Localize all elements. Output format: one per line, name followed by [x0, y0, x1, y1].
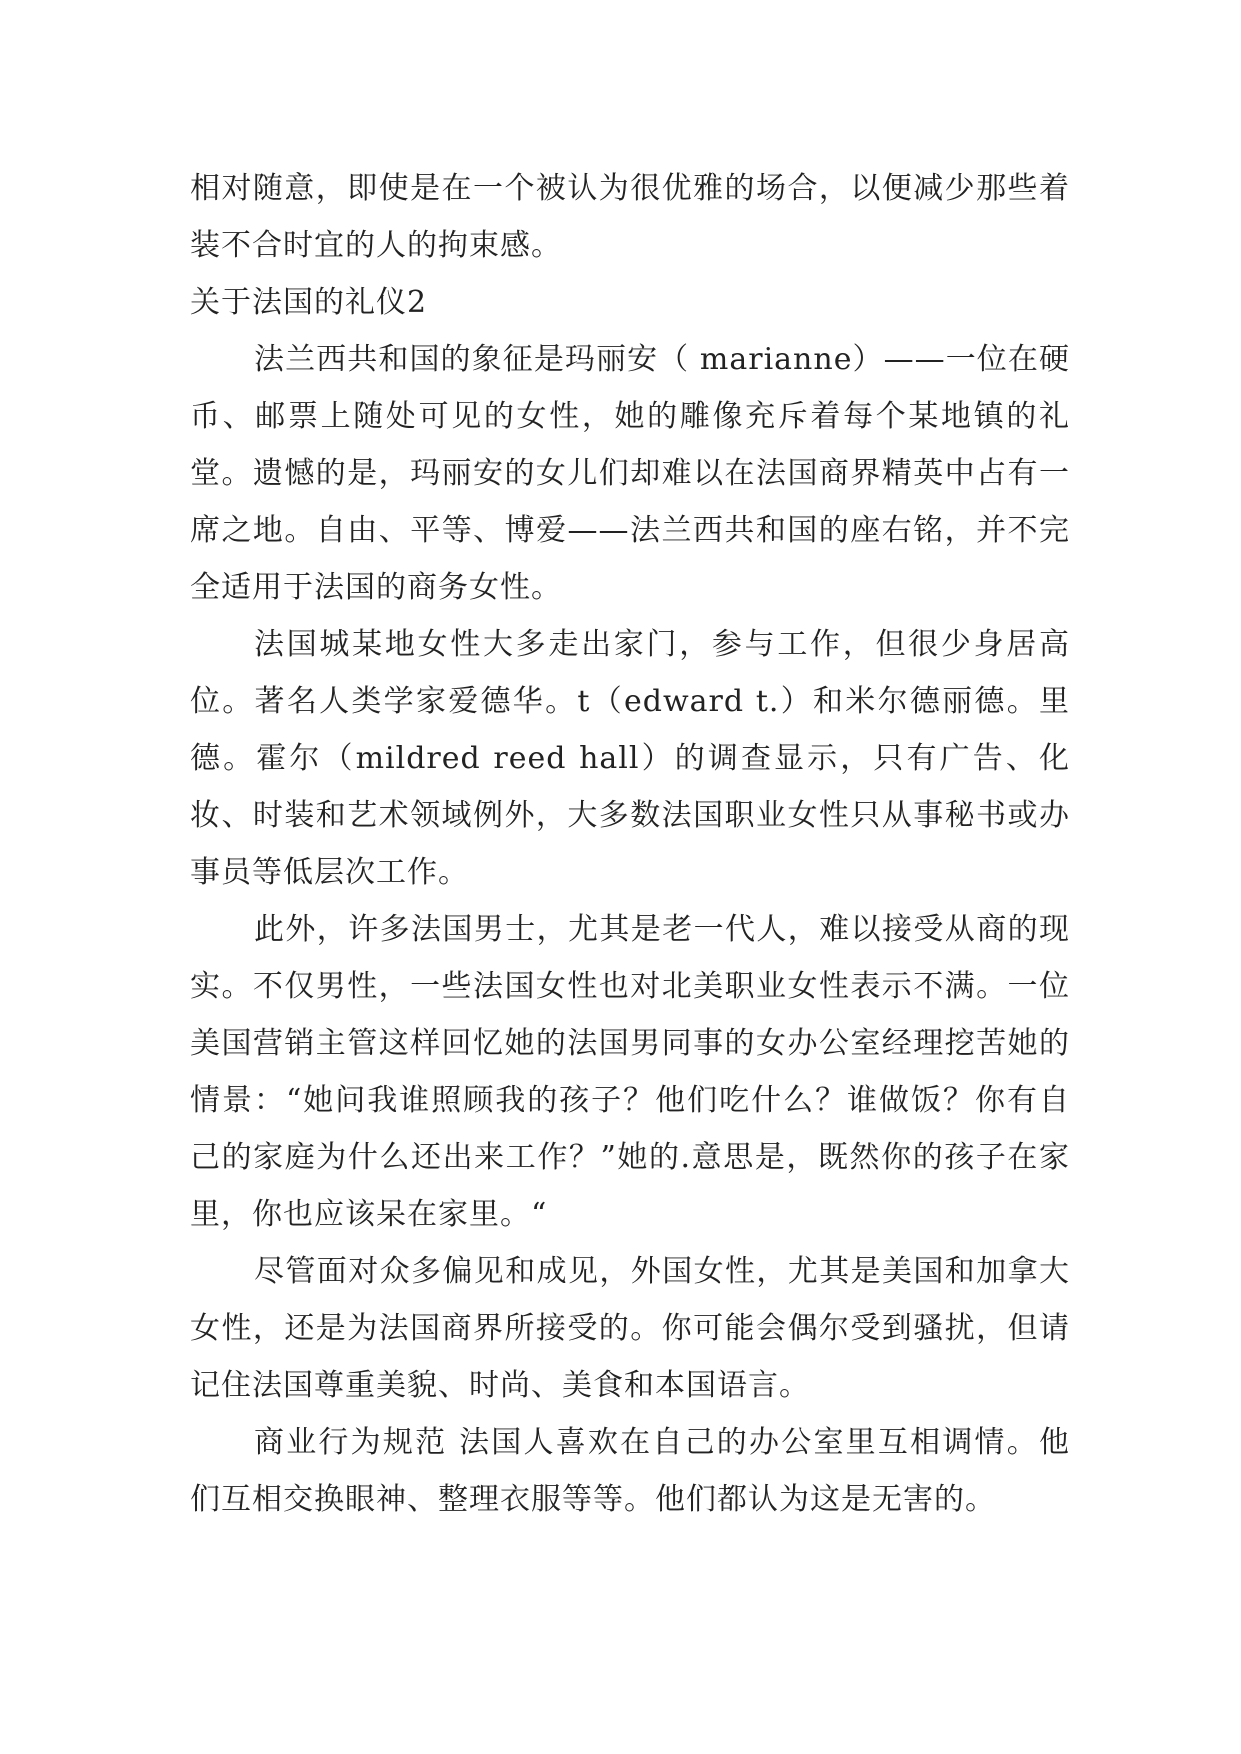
paragraph-business-conduct: 商业行为规范 法国人喜欢在自己的办公室里互相调情。他们互相交换眼神、整理衣服等等。他们都认为这是无害的。: [190, 1425, 1070, 1517]
paragraph-marianne: 法兰西共和国的象征是玛丽安（ marianne）——一位在硬币、邮票上随处可见的女性，她的雕像充斥着每个某地镇的礼堂。遗憾的是，玛丽安的女儿们却难以在法国商界精英中占有一席之地。自由、平等、博爱——法兰西共和国的座右铭，并不完全适用于法国的商务女性。: [190, 342, 1070, 605]
continuation-paragraph: 相对随意，即使是在一个被认为很优雅的场合，以便减少那些着装不合时宜的人的拘束感。: [190, 171, 1070, 263]
paragraph-foreign-women: 尽管面对众多偏见和成见，外国女性，尤其是美国和加拿大女性，还是为法国商界所接受的。你可能会偶尔受到骚扰，但请记住法国尊重美貌、时尚、美食和本国语言。: [190, 1254, 1070, 1403]
paragraph-women-positions: 法国城某地女性大多走出家门，参与工作，但很少身居高位。著名人类学家爱德华。t（edward t.）和米尔德丽德。里德。霍尔（mildred reed hall）的调查显示，只有广告、化妆、时装和艺术领域例外，大多数法国职业女性只从事秘书或办事员等低层次工作。: [190, 627, 1070, 890]
paragraph-men-attitudes: 此外，许多法国男士，尤其是老一代人，难以接受从商的现实。不仅男性，一些法国女性也对北美职业女性表示不满。一位美国营销主管这样回忆她的法国男同事的女办公室经理挖苦她的情景：“她问我谁照顾我的孩子？他们吃什么？谁做饭？你有自己的家庭为什么还出来工作？”她的.意思是，既然你的孩子在家里，你也应该呆在家里。“: [190, 912, 1070, 1232]
document-body: [190, 160, 1070, 1528]
section-title: 关于法国的礼仪2: [190, 285, 428, 320]
